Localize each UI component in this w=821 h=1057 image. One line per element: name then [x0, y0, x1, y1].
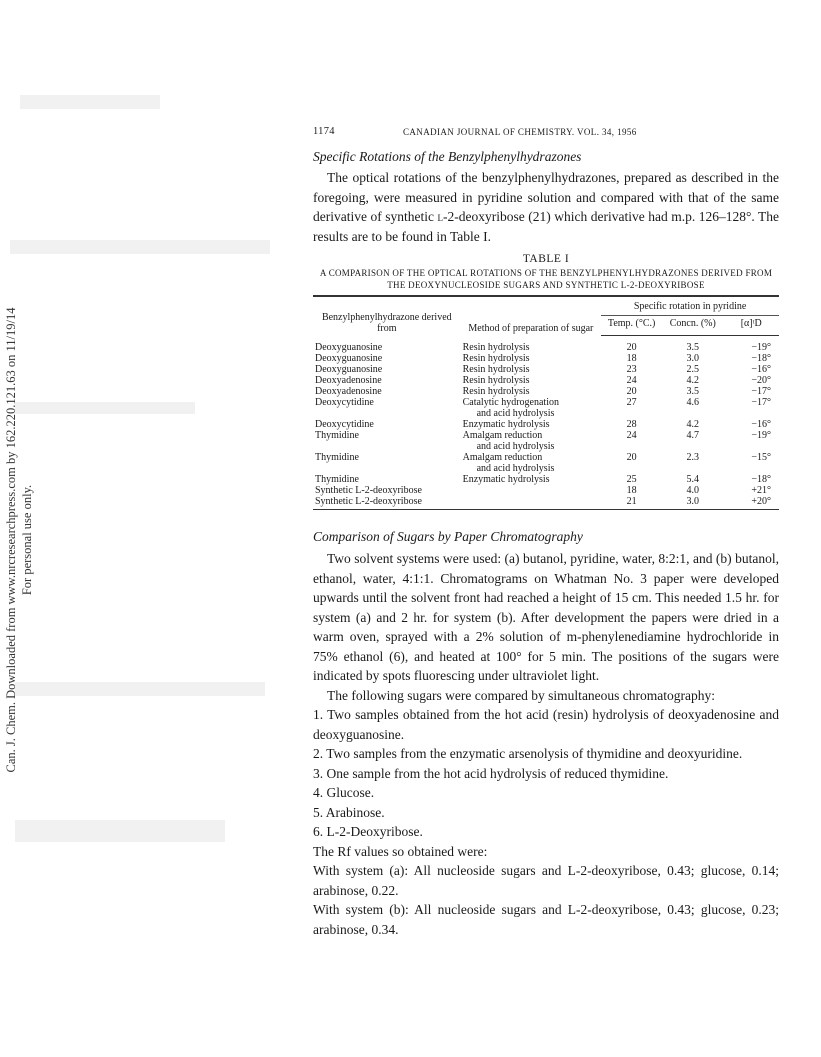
- cell-rotation: −17°: [751, 386, 771, 397]
- list-item: 4. Glucose.: [313, 785, 375, 800]
- cell-method: Amalgam reduction and acid hydrolysis: [462, 430, 555, 452]
- cell-temp: 24: [626, 430, 637, 441]
- scan-artifact: [15, 682, 265, 696]
- table-title: TABLE I: [522, 253, 570, 265]
- list-item: 1. Two samples obtained from the hot acid (resin) hydrolysis of deoxyadenosine and deoxyguanosine.: [313, 707, 779, 742]
- table-row: [313, 353, 779, 364]
- list-item: 3. One sample from the hot acid hydrolysis of reduced thymidine.: [313, 765, 669, 781]
- section-heading-chromatography: Comparison of Sugars by Paper Chromatography: [313, 529, 583, 544]
- cell-rotation: −15°: [751, 452, 771, 463]
- watermark-line-1: Can. J. Chem. Downloaded from www.nrcresearchpress.com by 162.220.121.63 on 11/19/14: [4, 307, 18, 773]
- journal-page: [313, 126, 779, 939]
- cell-temp: 25: [626, 474, 637, 485]
- cell-compound: Deoxyguanosine: [315, 364, 383, 375]
- cell-compound: Thymidine: [315, 452, 359, 463]
- header-derived-from: Benzylphenylhydrazone derived from: [321, 311, 452, 334]
- cell-method: Resin hydrolysis: [462, 386, 530, 397]
- table-row: [313, 364, 779, 375]
- header-method: Method of preparation of sugar: [468, 322, 594, 334]
- cell-temp: 18: [626, 353, 637, 364]
- cell-method: Resin hydrolysis: [462, 353, 530, 364]
- table-row: [313, 485, 779, 496]
- cell-method: [461, 485, 602, 496]
- cell-rotation: −18°: [751, 353, 771, 364]
- cell-method: Enzymatic hydrolysis: [462, 474, 550, 485]
- cell-rotation: +20°: [751, 496, 771, 507]
- paragraph-sugars-compared: The following sugars were compared by simultaneous chromatography:: [327, 687, 716, 703]
- cell-concn: 4.2: [686, 375, 700, 386]
- cell-concn: 3.5: [686, 386, 700, 397]
- cell-concn: 4.0: [686, 485, 700, 496]
- cell-method: Amalgam reduction and acid hydrolysis: [462, 452, 555, 474]
- table-row: [313, 474, 779, 485]
- sugar-list: [313, 705, 779, 842]
- table-row: [313, 386, 779, 397]
- cell-concn: 5.4: [686, 474, 700, 485]
- cell-compound: Deoxycytidine: [315, 397, 374, 408]
- cell-concn: 3.5: [686, 342, 700, 353]
- cell-compound: Deoxyadenosine: [315, 375, 382, 386]
- cell-compound: Thymidine: [315, 430, 359, 441]
- cell-rotation: +21°: [751, 485, 771, 496]
- section-heading-rotations: Specific Rotations of the Benzylphenylhydrazones: [313, 149, 582, 164]
- cell-rotation: −18°: [751, 474, 771, 485]
- cell-concn: 3.0: [686, 496, 700, 507]
- cell-concn: 3.0: [686, 353, 700, 364]
- cell-compound: Deoxycytidine: [315, 419, 374, 430]
- cell-rotation: −19°: [751, 430, 771, 441]
- list-item: 5. Arabinose.: [313, 804, 385, 820]
- list-item: 2. Two samples from the enzymatic arsenolysis of thymidine and deoxyuridine.: [313, 746, 743, 761]
- table-row: [313, 419, 779, 430]
- table-row: [313, 397, 779, 419]
- cell-compound: Deoxyguanosine: [315, 353, 383, 364]
- cell-concn: 4.2: [686, 419, 700, 430]
- cell-temp: 23: [626, 364, 637, 375]
- cell-rotation: −17°: [751, 397, 771, 408]
- cell-temp: 20: [626, 342, 637, 353]
- cell-temp: 27: [626, 397, 637, 408]
- cell-method: Catalytic hydrogenation and acid hydrolysis: [462, 397, 559, 419]
- cell-rotation: −20°: [751, 375, 771, 386]
- cell-temp: 20: [626, 386, 637, 397]
- table-row: [313, 375, 779, 386]
- scan-artifact: [20, 95, 160, 109]
- rf-system-b: With system (b): All nucleoside sugars and L-2-deoxyribose, 0.43; glucose, 0.23; arabinose, 0.34.: [313, 902, 779, 937]
- scan-artifact: [10, 240, 270, 254]
- cell-rotation: −16°: [751, 364, 771, 375]
- cell-compound: Synthetic L-2-deoxyribose: [315, 485, 422, 496]
- table-row: [313, 336, 779, 354]
- header-temp: Temp. (°C.): [601, 316, 662, 336]
- cell-method: Enzymatic hydrolysis: [462, 419, 550, 430]
- table-row: [313, 430, 779, 452]
- cell-temp: 24: [626, 375, 637, 386]
- paragraph-rotations: The optical rotations of the benzylphenylhydrazones, prepared as described in the foregoing, were measured in pyridine solution and compared with that of the same derivative of synthetic l-2-deoxyribose (21) which derivative had m.p. 126–128°. The results are to be found in Table I.: [313, 170, 779, 244]
- rf-intro: The Rf values so obtained were:: [313, 843, 488, 859]
- running-head: [313, 126, 779, 137]
- cell-method: Resin hydrolysis: [462, 375, 530, 386]
- cell-method: [461, 496, 602, 510]
- table-caption: A COMPARISON OF THE OPTICAL ROTATIONS OF THE BENZYLPHENYLHYDRAZONES DERIVED FROM THE DEOXYNUCLEOSIDE SUGARS AND SYNTHETIC L-2-DEOXYRIBOSE: [319, 268, 773, 290]
- cell-concn: 4.7: [686, 430, 700, 441]
- table-row: [313, 496, 779, 510]
- journal-title: CANADIAN JOURNAL OF CHEMISTRY. VOL. 34, 1956: [403, 127, 637, 137]
- cell-concn: 2.3: [686, 452, 700, 463]
- cell-rotation: −16°: [751, 419, 771, 430]
- cell-temp: 18: [626, 485, 637, 496]
- scan-artifact: [15, 820, 225, 842]
- paragraph-solvent-systems: Two solvent systems were used: (a) butanol, pyridine, water, 8:2:1, and (b) butanol, ethanol, water, 4:1:1. Chromatograms on Whatman No. 3 paper were developed upwards until the solvent front had reached a height of 15 cm. This needed 1.5 hr. for system (a) and 2 hr. for system (b). After development the papers were dried in a warm oven, sprayed with a 2% solution of m-phenylenediamine hydrochloride in 75% ethanol (6), and heated at 100° for 5 min. The positions of the sugars were indicated by spots fluorescing under ultraviolet light.: [313, 551, 779, 683]
- rotation-table: [313, 295, 779, 510]
- watermark-line-2: For personal use only.: [20, 484, 34, 596]
- cell-temp: 28: [626, 419, 637, 430]
- rf-system-a: With system (a): All nucleoside sugars and L-2-deoxyribose, 0.43; glucose, 0.14; arabinose, 0.22.: [313, 863, 779, 898]
- cell-compound: Thymidine: [315, 474, 359, 485]
- header-rotation: [α]ᵗD: [723, 316, 779, 336]
- cell-temp: 20: [626, 452, 637, 463]
- list-item: 6. L-2-Deoxyribose.: [313, 824, 423, 839]
- cell-compound: Synthetic L-2-deoxyribose: [315, 496, 422, 507]
- cell-compound: Deoxyguanosine: [315, 341, 383, 353]
- cell-method: Resin hydrolysis: [462, 364, 530, 375]
- table-row: [313, 452, 779, 474]
- cell-temp: 21: [626, 496, 637, 507]
- header-specific-rotation: Specific rotation in pyridine: [601, 296, 779, 316]
- header-concn: Concn. (%): [662, 316, 723, 336]
- table-body: [313, 336, 779, 510]
- cell-method: Resin hydrolysis: [462, 341, 530, 353]
- download-watermark: [3, 280, 39, 800]
- scan-artifact: [15, 402, 195, 414]
- page-number: 1174: [313, 126, 335, 137]
- cell-compound: Deoxyadenosine: [315, 386, 382, 397]
- cell-concn: 2.5: [686, 364, 700, 375]
- cell-rotation: −19°: [751, 342, 771, 353]
- cell-concn: 4.6: [686, 397, 700, 408]
